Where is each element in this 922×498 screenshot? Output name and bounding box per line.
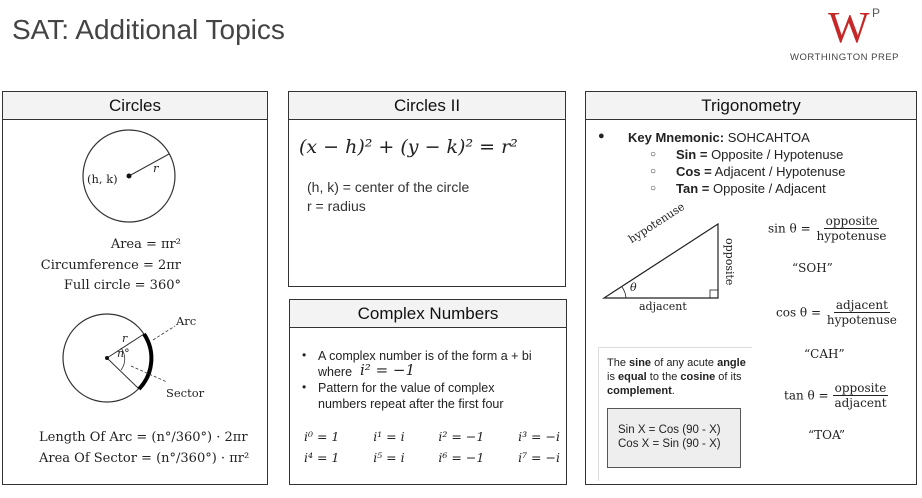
sector-label: Sector xyxy=(166,386,205,400)
mnemonic-value: SOHCAHTOA xyxy=(727,130,810,145)
note-part: of any acute xyxy=(651,357,718,369)
power-i7: i⁷ = −i xyxy=(518,450,560,465)
sector-center-point xyxy=(105,356,109,360)
center-note: (h, k) = center of the circle xyxy=(307,179,470,195)
tan-formula xyxy=(784,381,889,410)
bullet-marker: • xyxy=(302,348,307,362)
identity-box xyxy=(607,408,741,468)
cos-formula xyxy=(776,298,899,327)
tan-key: Tan = xyxy=(676,181,710,196)
circle-equation: (x − h)² + (y − k)² = r² xyxy=(299,136,518,158)
sin-numerator: opposite xyxy=(825,214,878,228)
sub-bullet-marker: ○ xyxy=(650,166,657,177)
mnemonic-key: Key Mnemonic: xyxy=(628,130,725,145)
cofunction-panel xyxy=(598,347,752,481)
cos-fraction xyxy=(825,298,899,327)
page-title: SAT: Additional Topics xyxy=(12,14,285,45)
note-part: . xyxy=(671,385,675,397)
note-part: angle xyxy=(717,357,746,369)
trig-heading: Trigonometry xyxy=(586,92,916,120)
powers-row-2 xyxy=(304,450,560,465)
tan-denominator: adjacent xyxy=(834,396,887,410)
sin-denominator: hypotenuse xyxy=(816,229,887,243)
triangle-shape xyxy=(604,224,718,298)
power-i5: i⁵ = i xyxy=(373,450,405,465)
bullet-marker: • xyxy=(302,380,307,394)
sin-key: Sin = xyxy=(676,147,708,162)
identity-sin: Sin X = Cos (90 - X) xyxy=(618,424,721,436)
soh-label: “SOH” xyxy=(792,261,833,275)
toa-label: “TOA” xyxy=(808,428,846,442)
arc-label: Arc xyxy=(176,314,197,328)
note-part: of its xyxy=(715,371,742,383)
complex-def-line1: A complex number is of the form a + bi xyxy=(318,349,532,363)
note-part: sine xyxy=(629,357,652,369)
circles2-panel xyxy=(288,91,566,287)
power-i4: i⁴ = 1 xyxy=(304,450,340,465)
cah-label: “CAH” xyxy=(804,347,845,361)
sector-radius-2 xyxy=(107,358,139,389)
sub-bullet-marker: ○ xyxy=(650,149,657,160)
sin-fraction xyxy=(814,214,888,243)
pattern-line2: numbers repeat after the first four xyxy=(318,397,504,411)
mnemonic-line xyxy=(628,130,810,145)
complex-panel xyxy=(289,299,567,485)
cos-lhs: cos θ = xyxy=(776,305,822,320)
arc-highlight xyxy=(139,334,151,389)
note-part: The xyxy=(607,357,630,369)
pattern-line1: Pattern for the value of complex xyxy=(318,381,495,395)
tan-definition xyxy=(676,181,826,196)
power-i2: i² = −1 xyxy=(438,429,485,444)
sin-lhs: sin θ = xyxy=(768,221,811,236)
hypotenuse-label: hypotenuse xyxy=(626,200,687,246)
logo-superscript: P xyxy=(872,6,881,20)
cos-numerator: adjacent xyxy=(835,298,888,312)
bullet-marker: ● xyxy=(598,130,605,142)
note-part: cosine xyxy=(680,371,716,383)
area-formula: Area = πr² xyxy=(110,237,181,252)
note-part: equal xyxy=(618,371,647,383)
radius-line xyxy=(129,154,169,176)
theta-label: θ xyxy=(630,281,637,294)
tan-lhs: tan θ = xyxy=(784,388,829,403)
power-i3: i³ = −i xyxy=(518,429,560,444)
sin-value: Opposite / Hypotenuse xyxy=(711,147,844,162)
radius-label: r xyxy=(153,161,159,175)
arc-length-formula: Length Of Arc = (n°/360°) · 2πr xyxy=(39,430,248,445)
trig-panel xyxy=(585,91,917,485)
sub-bullet-marker: ○ xyxy=(650,183,657,194)
i-squared-equation: i² = −1 xyxy=(360,361,416,379)
radius-note: r = radius xyxy=(307,198,366,214)
cos-definition xyxy=(676,164,845,179)
circles-heading: Circles xyxy=(3,92,267,120)
tan-fraction xyxy=(832,381,888,410)
note-part: to the xyxy=(646,371,681,383)
tan-value: Opposite / Adjacent xyxy=(712,181,826,196)
adjacent-label: adjacent xyxy=(639,300,687,313)
circles-panel xyxy=(2,91,268,485)
sin-definition xyxy=(676,147,843,162)
cofunction-note xyxy=(607,356,753,398)
sector-radius-label: r xyxy=(122,332,128,345)
center-point xyxy=(127,174,132,179)
opposite-label: opposite xyxy=(723,238,736,286)
cos-key: Cos = xyxy=(676,164,712,179)
power-i0: i⁰ = 1 xyxy=(304,429,340,444)
identity-cos: Cos X = Sin (90 - X) xyxy=(618,438,721,450)
complex-def-where: where xyxy=(318,365,353,379)
worthington-logo xyxy=(790,3,910,66)
theta-arc xyxy=(622,287,626,298)
tan-numerator: opposite xyxy=(834,381,887,395)
note-part: is xyxy=(607,371,618,383)
cos-denominator: hypotenuse xyxy=(826,313,897,327)
note-part: complement xyxy=(607,385,672,397)
power-i6: i⁶ = −1 xyxy=(438,450,485,465)
powers-row-1 xyxy=(304,429,560,444)
circles2-heading: Circles II xyxy=(289,92,565,120)
sin-formula xyxy=(768,214,889,243)
cos-value: Adjacent / Hypotenuse xyxy=(714,164,846,179)
logo-mark: W xyxy=(828,3,870,52)
complex-heading: Complex Numbers xyxy=(290,300,566,328)
right-angle-mark xyxy=(710,290,718,298)
full-circle-formula: Full circle = 360° xyxy=(63,278,181,293)
center-label: (h, k) xyxy=(87,172,118,186)
power-i1: i¹ = i xyxy=(373,429,405,444)
angle-label: n° xyxy=(117,347,130,360)
sector-area-formula: Area Of Sector = (n°/360°) · πr² xyxy=(39,451,250,466)
right-triangle-diagram xyxy=(586,212,746,312)
circumference-formula: Circumference = 2πr xyxy=(40,258,181,273)
logo-text: WORTHINGTON PREP xyxy=(790,52,899,63)
arc-pointer xyxy=(153,326,175,340)
